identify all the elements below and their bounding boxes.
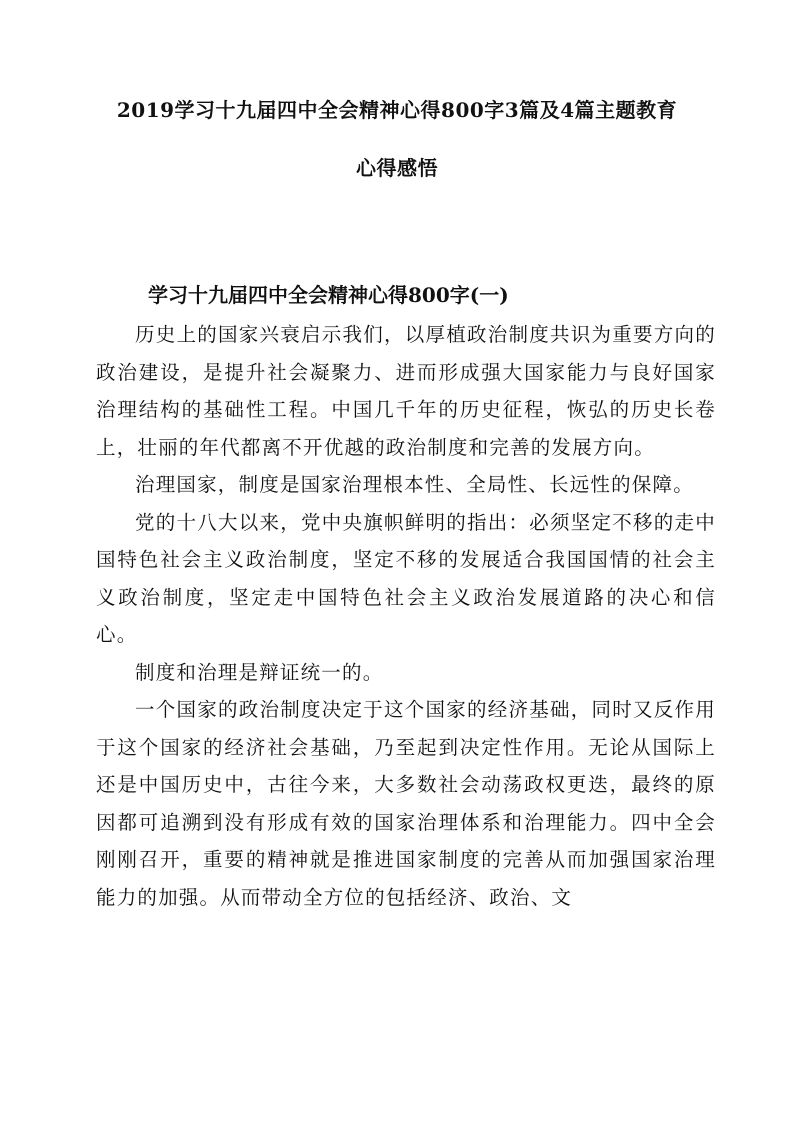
document-title-line-2: 心得感悟: [356, 156, 438, 180]
paragraph: 制度和治理是辩证统一的。: [135, 660, 384, 684]
paragraph: 党的十八大以来，党中央旗帜鲜明的指出：必须坚定不移的走中国特色社会主义政治制度，坚定不移的发展适合我国国情的社会主义政治制度，坚定走中国特色社会主义政治发展道路的决心和信心。: [96, 510, 716, 646]
paragraph: 治理国家，制度是国家治理根本性、全局性、长远性的保障。: [135, 473, 694, 496]
section-heading: 学习十九届四中全会精神心得800字(一): [148, 283, 509, 307]
paragraph: 一个国家的政治制度决定于这个国家的经济基础，同时又反作用于这个国家的经济社会基础，乃至起到决定性作用。无论从国际上还是中国历史中，古往今来，大多数社会动荡政权更迭，最终的原因都可追溯到没有形成有效的国家治理体系和治理能力。四中全会刚刚召开，重要的精神就是推进国家制度的完善从而加强国家治理能力的加强。从而带动全方位的包括经济、政治、文: [96, 698, 716, 909]
document-title-line-1: 2019学习十九届四中全会精神心得800字3篇及4篇主题教育: [116, 98, 678, 122]
paragraph: 历史上的国家兴衰启示我们，以厚植政治制度共识为重要方向的政治建设，是提升社会凝聚力、进而形成强大国家能力与良好国家治理结构的基础性工程。中国几千年的历史征程，恢弘的历史长卷上，壮丽的年代都离不开优越的政治制度和完善的发展方向。: [96, 323, 716, 459]
document-body: [96, 316, 716, 916]
